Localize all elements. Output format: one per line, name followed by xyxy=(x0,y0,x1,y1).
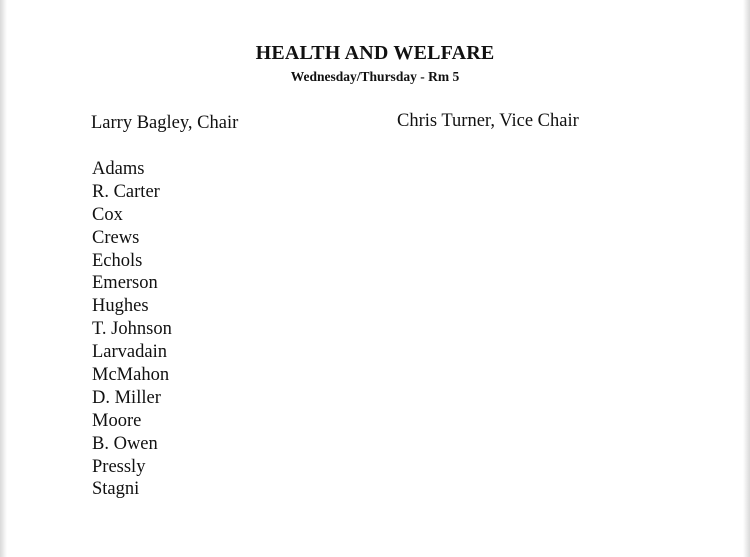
list-item: Adams xyxy=(92,159,145,179)
list-item: Cox xyxy=(92,204,123,225)
meeting-schedule: Wednesday/Thursday - Rm 5 xyxy=(290,69,460,84)
chair-name: Larry Bagley, Chair xyxy=(91,113,239,133)
list-item: Stagni xyxy=(92,479,140,500)
list-item: B. Owen xyxy=(92,433,158,454)
list-item: Moore xyxy=(92,410,142,431)
list-item: R. Carter xyxy=(92,181,160,202)
list-item: Larvadain xyxy=(92,342,167,363)
member-list xyxy=(92,158,172,501)
list-item: Crews xyxy=(92,227,140,248)
committee-title: HEALTH AND WELFARE xyxy=(255,42,495,64)
list-item: T. Johnson xyxy=(92,319,172,340)
vice-chair-name: Chris Turner, Vice Chair xyxy=(397,111,579,131)
list-item: Echols xyxy=(92,250,143,271)
list-item: Pressly xyxy=(92,456,146,477)
list-item: Emerson xyxy=(92,273,158,294)
list-item: McMahon xyxy=(92,365,170,386)
list-item: Hughes xyxy=(92,296,149,317)
list-item: D. Miller xyxy=(92,387,161,408)
